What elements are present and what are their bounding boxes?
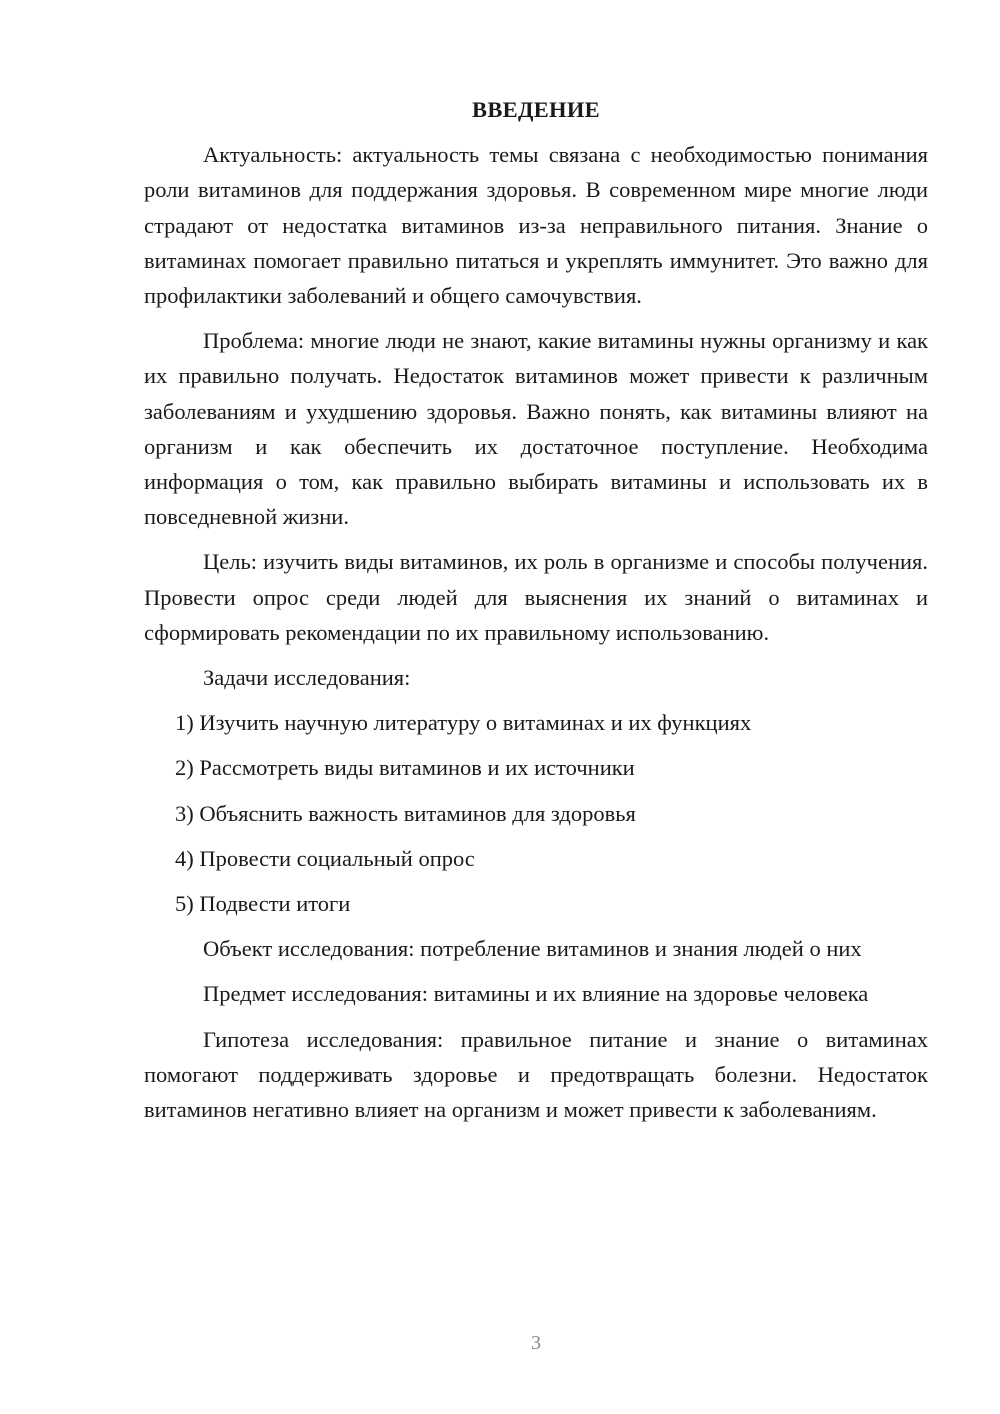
- page-title: ВВЕДЕНИЕ: [472, 97, 600, 122]
- page-content: [144, 92, 928, 1137]
- task-item: 3) Объяснить важность витаминов для здоровья: [175, 800, 636, 826]
- relevance-paragraph: Актуальность: актуальность темы связана с необходимостью понимания роли витаминов для поддержания здоровья. В современном мире многие люди страдают от недостатка витаминов из-за неправильного питания. Знание о витаминах помогает правильно питаться и укреплять иммунитет. Это важно для профилактики заболеваний и общего самочувствия.: [144, 142, 928, 309]
- tasks-heading: Задачи исследования:: [203, 665, 411, 691]
- object-paragraph: Объект исследования: потребление витаминов и знания людей о них: [203, 936, 862, 962]
- task-item: 1) Изучить научную литературу о витаминах и их функциях: [175, 710, 752, 736]
- task-item: 5) Подвести итоги: [175, 891, 351, 917]
- subject-paragraph: Предмет исследования: витамины и их влияние на здоровье человека: [203, 981, 869, 1007]
- goal-paragraph: Цель: изучить виды витаминов, их роль в организме и способы получения. Провести опрос среди людей для выяснения их знаний о витаминах и сформировать рекомендации по их правильному использованию.: [144, 549, 928, 645]
- task-item: 2) Рассмотреть виды витаминов и их источники: [175, 755, 635, 781]
- page-number: 3: [531, 1332, 541, 1354]
- problem-paragraph: Проблема: многие люди не знают, какие витамины нужны организму и как их правильно получать. Недостаток витаминов может привести к различным заболеваниям и ухудшению здоровья. Важно понять, как витамины влияют на организм и как обеспечить их достаточное поступление. Необходима информация о том, как правильно выбирать витамины и использовать их в повседневной жизни.: [144, 328, 928, 530]
- task-item: 4) Провести социальный опрос: [175, 845, 475, 871]
- hypothesis-paragraph: Гипотеза исследования: правильное питание и знание о витаминах помогают поддерживать здоровье и предотвращать болезни. Недостаток витаминов негативно влияет на организм и может привести к заболеваниям.: [144, 1026, 928, 1123]
